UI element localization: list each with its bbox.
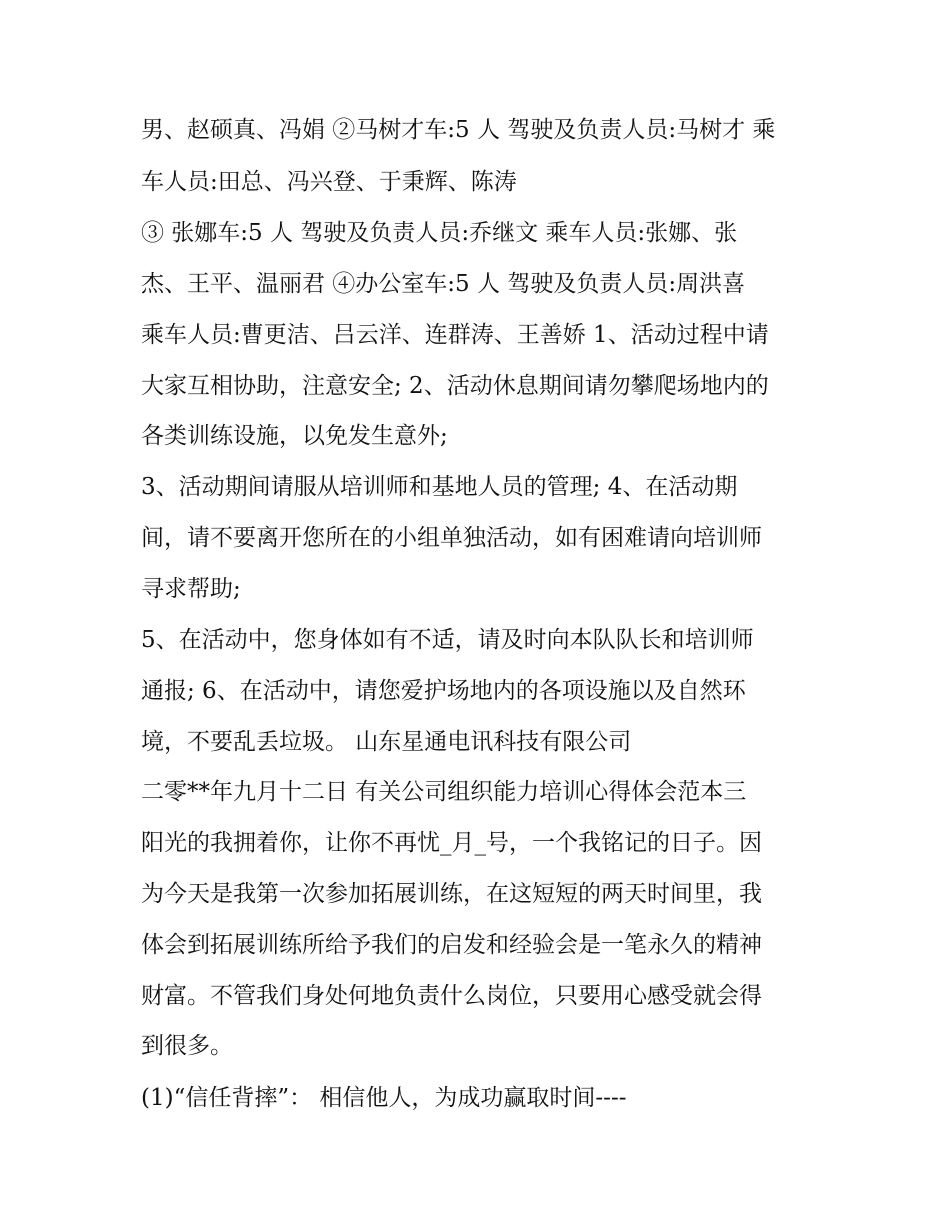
text-line: 到很多。 (141, 1033, 233, 1059)
text-line: 寻求帮助; (141, 576, 241, 602)
text-line: 阳光的我拥着你，让你不再忧_月_号，一个我铭记的日子。因 (141, 830, 762, 856)
text-line: 5、在活动中，您身体如有不适，请及时向本队队长和培训师 (141, 627, 754, 653)
text-line: 体会到拓展训练所给予我们的启发和经验会是一笔永久的精神 (141, 932, 762, 958)
text-line: 财富。不管我们身处何地负责什么岗位，只要用心感受就会得 (141, 983, 762, 1009)
text-line: 男、赵硕真、冯娟 ②马树才车:5 人 驾驶及负责人员:马树才 乘 (141, 117, 776, 143)
text-line: 通报; 6、在活动中，请您爱护场地内的各项设施以及自然环 (141, 678, 746, 704)
text-line: 大家互相协助，注意安全; 2、活动休息期间请勿攀爬场地内的 (141, 373, 769, 399)
text-line: 3、活动期间请服从培训师和基地人员的管理; 4、在活动期 (141, 474, 738, 500)
text-line: (1)“信任背摔”： 相信他人，为成功赢取时间---- (141, 1085, 627, 1111)
text-line: 车人员:田总、冯兴登、于秉辉、陈涛 (141, 169, 517, 195)
text-line: 为今天是我第一次参加拓展训练，在这短短的两天时间里，我 (141, 881, 762, 907)
text-line: 乘车人员:曹更洁、吕云洋、连群涛、王善娇 1、活动过程中请 (141, 322, 769, 348)
text-line: 杰、王平、温丽君 ④办公室车:5 人 驾驶及负责人员:周洪喜 (141, 271, 746, 297)
text-line: 境，不要乱丢垃圾。 山东星通电讯科技有限公司 (141, 729, 632, 755)
text-line: 间，请不要离开您所在的小组单独活动，如有困难请向培训师 (141, 525, 762, 551)
text-line: 各类训练设施，以免发生意外; (141, 423, 448, 449)
text-line: ③ 张娜车:5 人 驾驶及负责人员:乔继文 乘车人员:张娜、张 (141, 220, 738, 246)
text-line: 二零**年九月十二日 有关公司组织能力培训心得体会范本三 (141, 779, 747, 805)
